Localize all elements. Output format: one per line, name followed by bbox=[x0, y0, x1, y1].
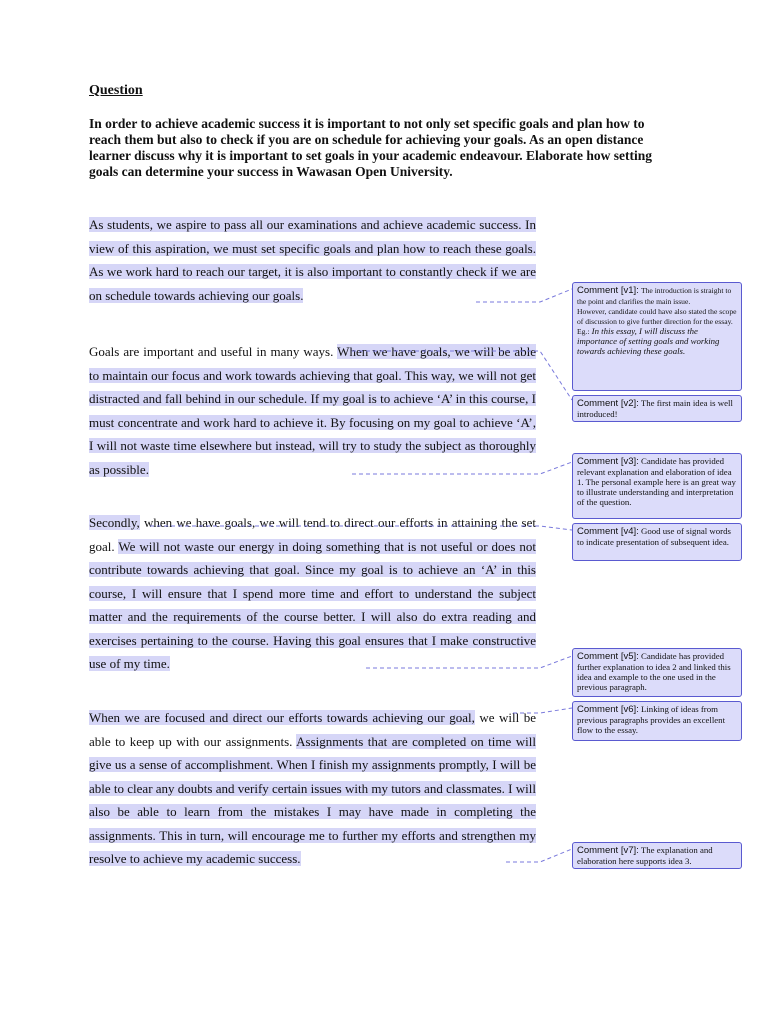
highlight-v1[interactable]: As students, we aspire to pass all our examinations and achieve academic success. In view of this aspiration, we must set specific goals and plan how to reach these goals. As we work hard to reach our target, it is also important to constantly check if we are on schedule towards achieving our goals. bbox=[89, 217, 536, 303]
comment-text: Good use of signal words to indicate presentation of subsequent idea. bbox=[577, 526, 731, 547]
question-text: In order to achieve academic success it is important to not only set specific goals and plan how to reach them but also to check if you are on schedule for achieving your goals. As an open distance learner discuss why it is important to set goals in your academic endeavour. Elaborate how setting goals can determine your success in Wawasan Open University. bbox=[89, 116, 652, 179]
comment-text: The introduction is straight to the point and clarifies the main issue. bbox=[577, 286, 732, 306]
highlight-v6[interactable]: When we are focused and direct our efforts towards achieving our goal, bbox=[89, 710, 475, 725]
comment-v2[interactable] bbox=[572, 395, 742, 422]
comment-tag: Comment [v4]: bbox=[577, 526, 639, 537]
comment-v6[interactable] bbox=[572, 701, 742, 741]
highlight-v2-v3[interactable]: When we have goals, we will be able to maintain our focus and work towards achieving that goal. This way, we will not get distracted and fall behind in our schedule. If my goal is to achieve ‘A’ in this course, I must concentrate and work hard to achieve it. By focusing on my goal to achieve ‘A’, I will not waste time elsewhere but instead, will try to study the subject as thoroughly as possible. bbox=[89, 344, 537, 477]
comment-tag: Comment [v2]: bbox=[577, 398, 639, 409]
paragraph-text: we will be able to keep up with our assignments. bbox=[89, 710, 536, 749]
comment-text: The explanation and elaboration here supports idea 3. bbox=[577, 845, 713, 866]
comment-text: Candidate has provided relevant explanation and elaboration of idea 1. The personal example here is an great way to illustrate understanding and interpretation of the question. bbox=[577, 456, 736, 507]
comment-tag: Comment [v6]: bbox=[577, 704, 639, 715]
comment-tag: Comment [v3]: bbox=[577, 456, 639, 467]
comment-v1[interactable] bbox=[572, 282, 742, 391]
comment-tag: Comment [v7]: bbox=[577, 845, 639, 856]
comment-v7[interactable] bbox=[572, 842, 742, 869]
highlight-v4[interactable]: Secondly, bbox=[89, 515, 140, 530]
comment-example: In this essay, I will discuss the importance of setting goals and working towards achieving these goals. bbox=[577, 326, 720, 356]
highlight-v5[interactable]: We will not waste our energy in doing something that is not useful or does not contribute towards achieving that goal. Since my goal is to achieve an ‘A’ in this course, I will ensure that I spend more time and effort to understand the subject matter and the requirements of the course better. I will also do extra reading and exercises pertaining to the course. Having this goal ensures that I make constructive use of my time. bbox=[89, 538, 536, 671]
comment-text: Linking of ideas from previous paragraphs provides an excellent flow to the essay. bbox=[577, 704, 726, 735]
comment-text: However, candidate could have also stated the scope of discussion to give further direction for the essay. Eg.: bbox=[577, 307, 737, 336]
question-heading: Question bbox=[89, 83, 143, 98]
paragraph-text: Goals are important and useful in many ways. bbox=[89, 344, 334, 359]
comment-v5[interactable] bbox=[572, 648, 742, 697]
comment-text: Candidate has provided further explanation to idea 2 and linked this idea and example to the one used in the previous paragraph. bbox=[577, 651, 731, 692]
comment-v4[interactable] bbox=[572, 523, 742, 561]
comment-tag: Comment [v5]: bbox=[577, 651, 639, 662]
paragraph-text: when we have goals, we will tend to direct our efforts in attaining the set goal. bbox=[89, 515, 536, 554]
highlight-v7[interactable]: Assignments that are completed on time will give us a sense of accomplishment. When I finish my assignments promptly, I will be able to clear any doubts and verify certain issues with my tutors and classmates. I will also be able to learn from the mistakes I may have made in completing the assignments. This in turn, will encourage me to further my efforts and strengthen my resolve to achieve my academic success. bbox=[89, 733, 536, 866]
comment-v3[interactable] bbox=[572, 453, 742, 519]
comment-tag: Comment [v1]: bbox=[577, 285, 639, 296]
comment-text: The first main idea is well introduced! bbox=[577, 398, 733, 419]
